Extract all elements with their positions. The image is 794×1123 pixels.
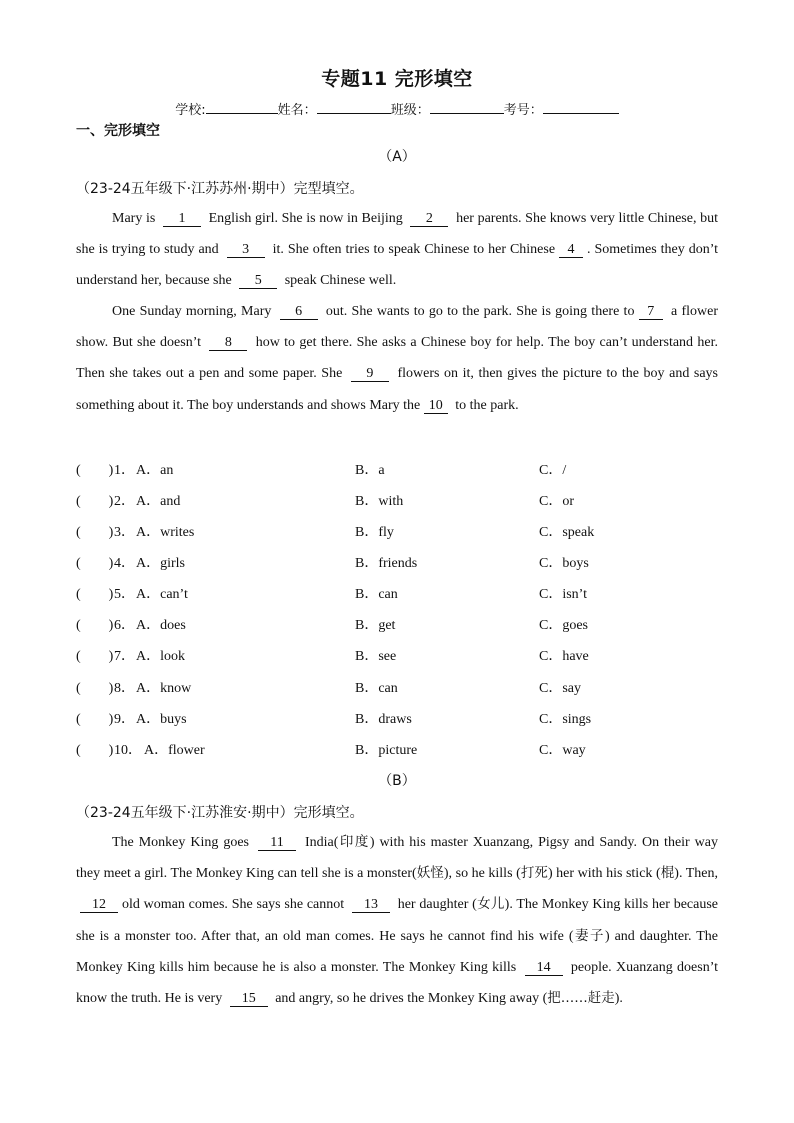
option-a[interactable]: A．can’t — [136, 587, 188, 602]
answer-paren[interactable]: ( ) — [76, 463, 114, 478]
blank-15[interactable]: 15 — [230, 992, 268, 1007]
part-a-source: （23-24五年级下·江苏苏州·期中）完型填空。 — [76, 181, 364, 197]
option-b[interactable]: B．can — [355, 587, 398, 602]
option-c[interactable]: C．way — [539, 743, 586, 758]
option-c[interactable]: C．or — [539, 494, 574, 509]
answer-paren[interactable]: ( ) — [76, 556, 114, 571]
answer-paren[interactable]: ( ) — [76, 681, 114, 696]
answer-paren[interactable]: ( ) — [76, 618, 114, 633]
blank-5[interactable]: 5 — [239, 274, 277, 289]
answer-paren[interactable]: ( ) — [76, 494, 114, 509]
question-row: ( ) 4． A．girls B．friends C．boys — [76, 552, 716, 572]
option-a[interactable]: A．and — [136, 494, 181, 509]
question-row: ( ) 5． A．can’t B．can C．isn’t — [76, 583, 716, 603]
blank-2[interactable]: 2 — [410, 212, 448, 227]
part-b-label: （B） — [378, 773, 416, 789]
part-b-paragraph-1: The Monkey King goes 11 India(印度) with his master Xuanzang, Pigsy and Sandy. On their way they meet a girl. The Monkey King can tell she is a monster(妖怪), so he kills (打死) her with his stick (棍). Then, 12 old woman comes. She says she cannot 13 her daughter (女儿). The Monkey King kills her because she is a monster too. After that, an old man comes. He says he cannot find his wife (妻子) and daughter. The Monkey King kills him because he is also a monster. The Monkey King kills 14 people. Xuanzang doesn’t know the truth. He is very 15 and angry, so he drives the Monkey King away (把……赶走). — [76, 834, 719, 1007]
blank-1[interactable]: 1 — [163, 212, 201, 227]
answer-paren[interactable]: ( ) — [76, 649, 114, 664]
blank-9[interactable]: 9 — [351, 367, 389, 382]
option-b[interactable]: B．fly — [355, 525, 394, 540]
question-row: ( ) 1． A．an B．a C．/ — [76, 459, 716, 479]
blank-11[interactable]: 11 — [258, 836, 296, 851]
section-heading: 一、完形填空 — [76, 123, 160, 139]
number-blank[interactable] — [543, 101, 619, 114]
class-blank[interactable] — [430, 101, 504, 114]
option-a[interactable]: A．an — [136, 463, 174, 478]
option-c[interactable]: C．goes — [539, 618, 588, 633]
blank-6[interactable]: 6 — [280, 305, 318, 320]
option-c[interactable]: C．speak — [539, 525, 595, 540]
option-b[interactable]: B．picture — [355, 743, 418, 758]
blank-4[interactable]: 4 — [559, 243, 583, 258]
option-b[interactable]: B．with — [355, 494, 404, 509]
answer-paren[interactable]: ( ) — [76, 525, 114, 540]
question-row: ( ) 2． A．and B．with C．or — [76, 490, 716, 510]
blank-7[interactable]: 7 — [639, 305, 663, 320]
blank-3[interactable]: 3 — [227, 243, 265, 258]
student-info-line — [0, 99, 794, 118]
option-b[interactable]: B．a — [355, 463, 385, 478]
option-c[interactable]: C．sings — [539, 712, 592, 727]
option-b[interactable]: B．friends — [355, 556, 418, 571]
blank-10[interactable]: 10 — [424, 399, 448, 414]
question-row: ( ) 6． A．does B．get C．goes — [76, 614, 716, 634]
answer-paren[interactable]: ( ) — [76, 743, 114, 758]
school-blank[interactable] — [206, 101, 278, 114]
blank-13[interactable]: 13 — [352, 898, 390, 913]
option-a[interactable]: A．know — [136, 681, 192, 696]
option-b[interactable]: B．can — [355, 681, 398, 696]
option-a[interactable]: A．look — [136, 649, 185, 664]
question-row: ( ) 3． A．writes B．fly C．speak — [76, 521, 716, 541]
option-a[interactable]: A．girls — [136, 556, 185, 571]
option-c[interactable]: C．isn’t — [539, 587, 587, 602]
option-c[interactable]: C．/ — [539, 463, 567, 478]
option-c[interactable]: C．have — [539, 649, 589, 664]
option-a[interactable]: A．does — [136, 618, 186, 633]
question-row: ( ) 9． A．buys B．draws C．sings — [76, 708, 716, 728]
blank-8[interactable]: 8 — [209, 336, 247, 351]
part-a-label: （A） — [378, 149, 416, 165]
answer-paren[interactable]: ( ) — [76, 712, 114, 727]
option-b[interactable]: B．draws — [355, 712, 412, 727]
class-label: 班级： — [390, 103, 430, 118]
option-a[interactable]: A．flower — [144, 743, 205, 758]
question-row: ( ) 7． A．look B．see C．have — [76, 645, 716, 665]
option-a[interactable]: A．buys — [136, 712, 187, 727]
option-c[interactable]: C．say — [539, 681, 581, 696]
option-a[interactable]: A．writes — [136, 525, 195, 540]
blank-12[interactable]: 12 — [80, 898, 118, 913]
name-label: 姓名： — [277, 103, 317, 118]
part-a-paragraph-2: One Sunday morning, Mary 6 out. She wants to go to the park. She is going there to 7 a flower show. But she doesn’t 8 how to get there. She asks a Chinese boy for help. The boy can’t understand her. Then she takes out a pen and some paper. She 9 flowers on it, then gives the picture to the boy and says something about it. The boy understands and shows Mary the 10 to the park. — [76, 304, 719, 413]
option-c[interactable]: C．boys — [539, 556, 589, 571]
part-b-source: （23-24五年级下·江苏淮安·期中）完形填空。 — [76, 805, 364, 821]
blank-14[interactable]: 14 — [525, 961, 563, 976]
page-title: 专题11 完形填空 — [321, 68, 473, 90]
option-b[interactable]: B．get — [355, 618, 396, 633]
question-row: ( ) 10． A．flower B．picture C．way — [76, 739, 716, 759]
option-b[interactable]: B．see — [355, 649, 397, 664]
part-a-paragraph-1: Mary is 1 English girl. She is now in Beijing 2 her parents. She knows very little Chinese, but she is trying to study and 3 it. She often tries to speak Chinese to her Chinese 4 . Sometimes they don’t understand her, because she 5 speak Chinese well. — [76, 211, 719, 289]
question-row: ( ) 8． A．know B．can C．say — [76, 677, 716, 697]
answer-paren[interactable]: ( ) — [76, 587, 114, 602]
school-label: 学校: — [175, 103, 206, 118]
name-blank[interactable] — [317, 101, 391, 114]
number-label: 考号： — [503, 103, 543, 118]
